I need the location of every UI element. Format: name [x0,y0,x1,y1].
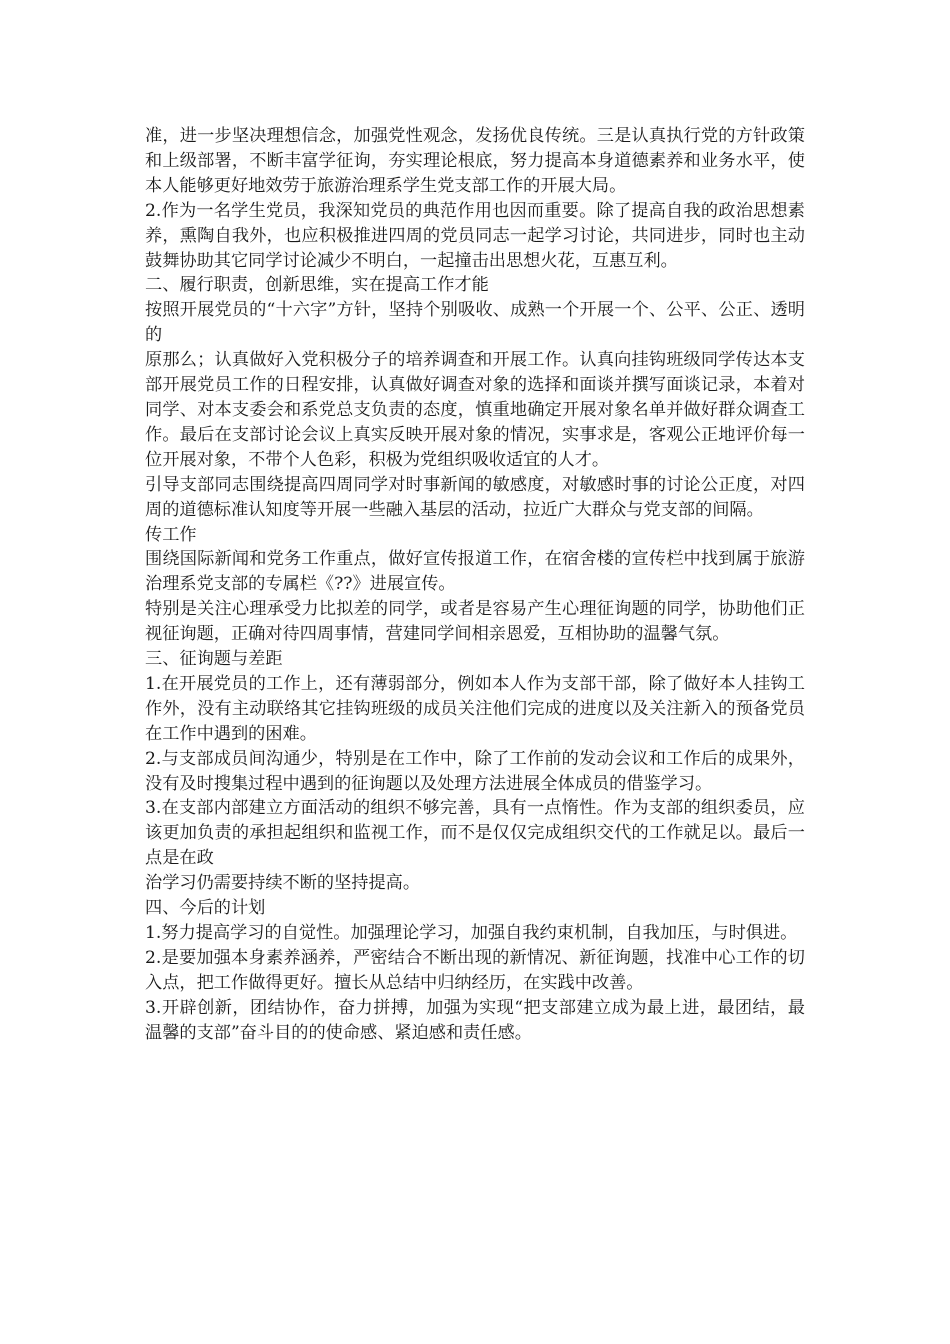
paragraph-sixteen-char-policy: 按照开展党员的“十六字”方针，坚持个别吸收、成熟一个开展一个、公平、公正、透明的 [145,300,805,346]
paragraph-problem-3-continued: 治学习仍需要持续不断的坚持提高。 [145,873,421,894]
paragraph-activist-training: 原那么；认真做好入党积极分子的培养调查和开展工作。认真向挂钩班级同学传达本支部开展党员工作的日程安排，认真做好调查对象的选择和面谈并撰写面谈记录，本着对同学、对本支委会和系党总支负责的态度，慎重地确定开展对象名单并做好群众调查工作。最后在支部讨论会议上真实反映开展对象的情况，实事求是，客观公正地评价每一位开展对象，不带个人色彩，积极为党组织吸收适宜的人才。 [145,350,805,470]
paragraph-plan-2: 2.是要加强本身素养涵养，严密结合不断出现的新情况、新征询题，找准中心工作的切入点，把工作做得更好。擅长从总结中归纳经历，在实践中改善。 [145,947,805,993]
document-body [145,124,805,1046]
section-heading-duties: 二、履行职责，创新思维，实在提高工作才能 [145,275,489,296]
paragraph-ideals: 准，进一步坚决理想信念，加强党性观念，发扬优良传统。三是认真执行党的方针政策和上级部署，不断丰富学征询，夯实理论根底，努力提高本身道德素养和业务水平，使本人能够更好地效劳于旅游治理系学生党支部工作的开展大局。 [145,126,805,196]
section-heading-publicity: 传工作 [145,524,197,545]
paragraph-problem-1: 1.在开展党员的工作上，还有薄弱部分，例如本人作为支部干部，除了做好本人挂钩工作外，没有主动联络其它挂钩班级的成员关注他们完成的进度以及关注新入的预备党员在工作中遇到的困难。 [145,673,805,744]
paragraph-psychological-care: 特别是关注心理承受力比拟差的同学，或者是容易产生心理征询题的同学，协助他们正视征询题，正确对待四周事情，营建同学间相亲恩爱，互相协助的温馨气氛。 [145,599,805,645]
paragraph-problem-2: 2.与支部成员间沟通少，特别是在工作中，除了工作前的发动会议和工作后的成果外，没有及时搜集过程中遇到的征询题以及处理方法进展全体成员的借鉴学习。 [145,748,805,794]
section-heading-plans: 四、今后的计划 [145,898,266,919]
paragraph-news-reporting: 围绕国际新闻和党务工作重点，做好宣传报道工作，在宿舍楼的宣传栏中找到属于旅游治理系党支部的专属栏《??》进展宣传。 [145,549,805,595]
section-heading-problems: 三、征询题与差距 [145,649,283,670]
paragraph-role-model: 2.作为一名学生党员，我深知党员的典范作用也因而重要。除了提高自我的政治思想素养，熏陶自我外，也应积极推进四周的党员同志一起学习讨论，共同进步，同时也主动鼓舞协助其它同学讨论减少不明白，一起撞击出思想火花，互惠互利。 [145,200,805,271]
paragraph-plan-3: 3.开辟创新，团结协作，奋力拼搏，加强为实现“把支部建立成为最上进，最团结，最温馨的支部”奋斗目的的使命感、紧迫感和责任感。 [145,997,805,1043]
paragraph-current-affairs: 引导支部同志围绕提高四周同学对时事新闻的敏感度，对敏感时事的讨论公正度，对四周的道德标准认知度等开展一些融入基层的活动，拉近广大群众与党支部的间隔。 [145,474,805,520]
paragraph-plan-1: 1.努力提高学习的自觉性。加强理论学习，加强自我约束机制，自我加压，与时俱进。 [145,923,798,943]
paragraph-problem-3: 3.在支部内部建立方面活动的组织不够完善，具有一点惰性。作为支部的组织委员，应该更加负责的承担起组织和监视工作，而不是仅仅完成组织交代的工作就足以。最后一点是在政 [145,798,805,869]
